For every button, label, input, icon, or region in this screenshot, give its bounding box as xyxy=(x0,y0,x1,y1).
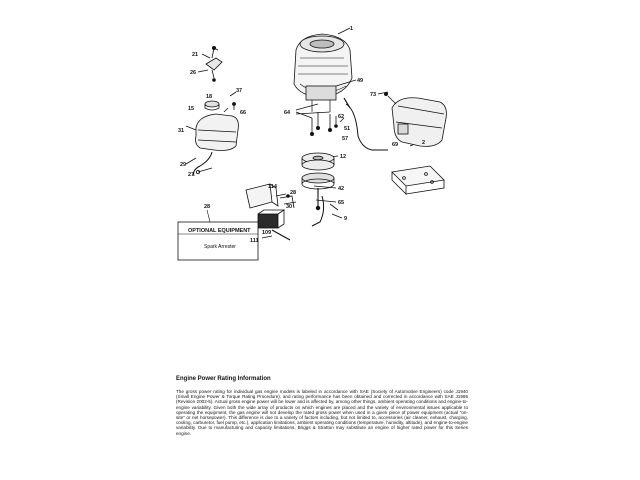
callout-27: 27 xyxy=(188,172,195,178)
throttle-control-part xyxy=(206,46,222,81)
power-rating-heading: Engine Power Rating Information xyxy=(176,376,271,382)
power-rating-body: The gross power rating for individual gas engine models is labeled in accordance with SAE (Society of Automotive Engineers) code J1940 (Small Engine Power & Torque Rating Procedure), and rating performance has been obtained and corrected in accordance with SAE J1995 (Revision 2002-5). Actual gross engine power will be lower and is affected by, among other things, ambient operating conditions and engine-to-engine variability. Given both the wide array of products on which engines are placed and the variety of environmental issues applicable to operating the equipment, the gas engine will not develop the rated gross power when used in a given piece of power equipment (actual "on-site" or net horsepower). This difference is due to a variety of factors including, but not limited to, accessories (air cleaner, exhaust, charging, cooling, carburetor, fuel pump, etc.), application limitations, ambient operating conditions (temperature, humidity, altitude), and engine-to-engine variability. Due to manufacturing and capacity limitations, Briggs & Stratton may substitute an engine of higher rated power for this Series engine. xyxy=(176,389,468,436)
callout-31: 31 xyxy=(178,128,185,134)
callout-49: 49 xyxy=(357,78,364,84)
optional-equipment-title: OPTIONAL EQUIPMENT xyxy=(188,228,251,234)
callout-42: 42 xyxy=(338,186,345,192)
callout-26: 26 xyxy=(190,70,197,76)
engine-part xyxy=(294,34,352,112)
muffler-part xyxy=(384,92,446,146)
callout-62: 62 xyxy=(338,114,345,120)
callout-73: 73 xyxy=(370,92,377,98)
callout-15: 15 xyxy=(188,106,195,112)
optional-box-number: 28 xyxy=(204,204,211,210)
callout-30: 30 xyxy=(286,204,293,210)
callout-64: 64 xyxy=(284,110,291,116)
callout-29: 29 xyxy=(180,162,187,168)
callout-21: 21 xyxy=(192,52,199,58)
callout-9: 9 xyxy=(344,216,348,222)
dipstick-tube-part xyxy=(344,98,388,150)
optional-box-callout: 109 xyxy=(262,230,272,236)
callout-37: 37 xyxy=(236,88,243,94)
callout-114: 114 xyxy=(268,184,277,190)
callout-57: 57 xyxy=(342,136,349,142)
callout-111: 111 xyxy=(250,238,259,244)
engine-power-rating-section xyxy=(176,376,468,436)
callout-65: 65 xyxy=(338,200,345,206)
callout-66: 66 xyxy=(240,110,247,116)
callout-2: 2 xyxy=(422,140,426,146)
callout-28: 28 xyxy=(290,190,297,196)
bolts-part xyxy=(310,112,337,136)
muffler-bracket-part xyxy=(392,166,444,194)
callout-1: 1 xyxy=(350,26,354,32)
callout-69: 69 xyxy=(392,142,399,148)
fuel-tank-part xyxy=(196,101,239,151)
callout-18: 18 xyxy=(206,94,213,100)
callout-51: 51 xyxy=(344,126,351,132)
callout-12: 12 xyxy=(340,154,347,160)
spark-arrester-label: Spark Arrester xyxy=(204,244,236,250)
